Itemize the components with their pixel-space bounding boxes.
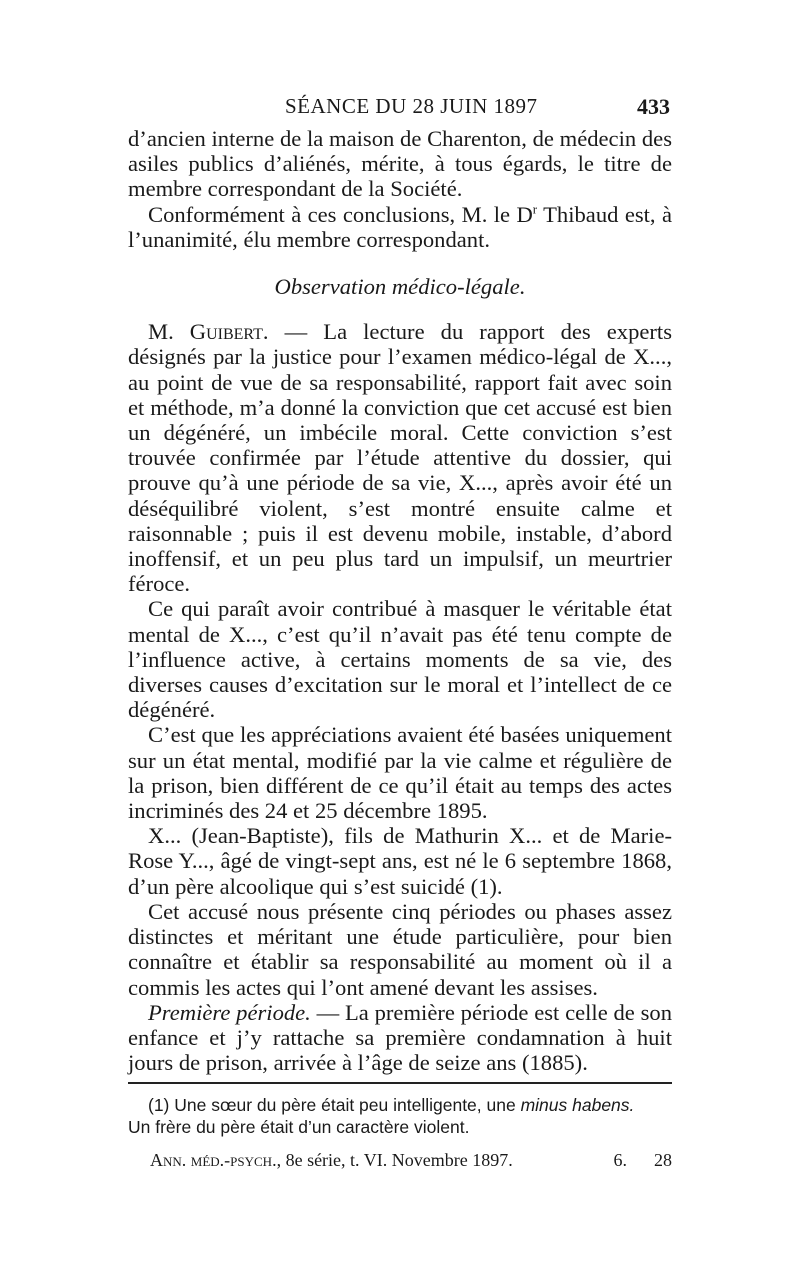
journal-name: Ann. méd.-psych., — [150, 1150, 282, 1170]
paragraph-6: X... (Jean-Baptiste), fils de Mathurin X... et de Marie-Rose Y..., âgé de vingt-sept ans, est né le 6 septembre 1868, d’un père alcoolique qui s’est suicidé (1). — [128, 823, 672, 899]
running-title: SÉANCE DU 28 JUIN 1897 — [285, 94, 538, 118]
footnote-rule — [128, 1082, 672, 1084]
paragraph-4: Ce qui paraît avoir contribué à masquer le véritable état mental de X..., c’est qu’il n’avait pas été tenu compte de l’influence active, à certains moments de sa vie, des diverses causes d’excitation sur le moral et l’intellect de ce dégénéré. — [128, 596, 672, 723]
running-head — [130, 94, 670, 120]
page-number: 433 — [637, 94, 670, 119]
footnote-line-1 — [128, 1094, 672, 1116]
paragraph-2-part-a: Conformément à ces conclusions, M. le D — [148, 201, 533, 227]
paragraph-7: Cet accusé nous présente cinq périodes ou phases assez distinctes et méritant une étude particulière, pour bien connaître et établir sa responsabilité au moment où il a commis les actes qui l’ont amené devant les assises. — [128, 898, 672, 1000]
sheet-info — [614, 1150, 673, 1171]
paragraph-8 — [128, 1000, 672, 1076]
paragraph-2-part-b: Thibaud est, à l’unanimité, élu membre correspondant. — [128, 201, 672, 252]
period-label: Première période. — [148, 999, 311, 1025]
body-text — [128, 126, 672, 1075]
doctor-superscript: r — [532, 201, 538, 217]
footnote-line-2: Un frère du père était d’un caractère violent. — [128, 1117, 470, 1137]
paragraph-3 — [128, 319, 672, 596]
footnote-line-1-text: (1) Une sœur du père était peu intelligente, une — [148, 1095, 521, 1115]
speaker-name: M. Guibert. — [148, 319, 269, 345]
sheet-page: 28 — [654, 1150, 672, 1170]
journal-series: 8e série, t. VI. Novembre 1897. — [281, 1150, 513, 1170]
footnote — [128, 1094, 672, 1138]
section-title: Observation médico-légale. — [274, 274, 526, 300]
paragraph-8-text: — La première période est celle de son enfance et j’y rattache sa première condamnation à huit jours de prison, arrivée à l’âge de seize ans (1885). — [128, 999, 673, 1076]
journal-signature — [150, 1150, 513, 1171]
paragraph-1: d’ancien interne de la maison de Charenton, de médecin des asiles publics d’aliénés, mérite, à tous égards, le titre de membre correspondant de la Société. — [128, 126, 672, 202]
paragraph-2 — [128, 202, 672, 252]
signature-line — [150, 1150, 672, 1171]
paragraph-3-text: — La lecture du rapport des experts désignés par la justice pour l’examen médico-légal de X..., au point de vue de sa responsabilité, rapport fait avec soin et méthode, m’a donné la conviction que cet accusé est bien un dégénéré, un imbécile moral. Cette conviction s’est trouvée confirmée par l’étude attentive du dossier, qui prouve qu’à une période de sa vie, X..., après avoir été un déséquilibré violent, s’est montré ensuite calme et raisonnable ; puis il est devenu mobile, instable, d’abord inoffensif, et un peu plus tard un impulsif, un meurtrier féroce. — [128, 319, 673, 597]
footnote-italic: minus habens. — [520, 1095, 635, 1115]
sheet-number: 6. — [613, 1150, 627, 1170]
paragraph-5: C’est que les appréciations avaient été basées uniquement sur un état mental, modifié par la vie calme et régulière de la prison, bien différent de ce qu’il était au temps des actes incriminés des 24 et 25 décembre 1895. — [128, 722, 672, 824]
